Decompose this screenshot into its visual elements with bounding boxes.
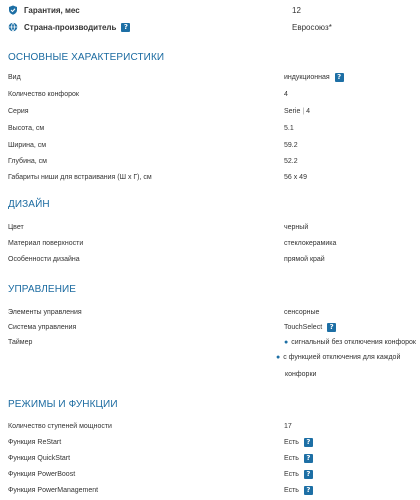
spec-value-line: ● с функцией отключения для каждой	[276, 354, 401, 361]
spec-row	[8, 319, 420, 335]
spec-label: Функция PowerBoost	[8, 470, 76, 478]
warranty-value: 12	[292, 5, 301, 15]
spec-label: Габариты ниши для встраивания (Ш х Г), см	[8, 173, 152, 181]
spec-label: Материал поверхности	[8, 239, 84, 247]
spec-label: Количество конфорок	[8, 90, 79, 98]
spec-value: Есть ?	[284, 486, 313, 495]
spec-value-line: конфорки	[285, 371, 317, 378]
spec-value: индукционная ?	[284, 73, 344, 82]
spec-label: Вид	[8, 73, 21, 81]
spec-label: Функция ReStart	[8, 438, 62, 446]
help-icon[interactable]: ?	[304, 470, 313, 479]
spec-label: Высота, см	[8, 124, 45, 132]
help-icon[interactable]: ?	[327, 323, 336, 332]
bullet-icon: ●	[284, 338, 289, 346]
spec-label: Количество ступеней мощности	[8, 422, 112, 430]
section-title-control: УПРАВЛЕНИЕ	[8, 284, 77, 295]
spec-value: стеклокерамика	[284, 239, 337, 247]
warranty-row	[8, 2, 420, 18]
section-title-main: ОСНОВНЫЕ ХАРАКТЕРИСТИКИ	[8, 52, 165, 63]
spec-value: черный	[284, 223, 309, 231]
country-row	[8, 19, 420, 35]
spec-row	[8, 169, 420, 185]
spec-value: Есть ?	[284, 454, 313, 463]
spec-label: Ширина, см	[8, 141, 47, 149]
country-value: Евросоюз*	[292, 22, 332, 32]
spec-row	[8, 103, 420, 119]
spec-label: Особенности дизайна	[8, 255, 80, 263]
spec-row	[8, 482, 420, 498]
spec-value: 59.2	[284, 141, 298, 149]
spec-row	[8, 450, 420, 466]
spec-value: 5.1	[284, 124, 294, 132]
globe-icon	[8, 22, 18, 32]
spec-row	[8, 334, 420, 350]
spec-value: сенсорные	[284, 308, 320, 316]
spec-label: Цвет	[8, 223, 24, 231]
spec-label: Функция PowerManagement	[8, 486, 99, 494]
spec-value: Есть ?	[284, 470, 313, 479]
help-icon[interactable]: ?	[304, 486, 313, 495]
spec-row	[8, 434, 420, 450]
warranty-label: Гарантия, мес	[24, 5, 80, 15]
spec-row	[8, 120, 420, 136]
spec-label: Таймер	[8, 338, 33, 346]
spec-value: 17	[284, 422, 292, 430]
spec-value: 52.2	[284, 157, 298, 165]
spec-value: 4	[284, 90, 288, 98]
spec-label: Серия	[8, 107, 29, 115]
spec-row	[8, 418, 420, 434]
spec-value: прямой край	[284, 255, 325, 263]
help-icon[interactable]: ?	[304, 454, 313, 463]
spec-row	[8, 137, 420, 153]
spec-row	[8, 86, 420, 102]
section-title-design: ДИЗАЙН	[8, 199, 50, 210]
spec-label: Глубина, см	[8, 157, 47, 165]
spec-label: Функция QuickStart	[8, 454, 71, 462]
spec-row	[8, 304, 420, 320]
help-icon[interactable]: ?	[121, 23, 130, 32]
spec-value: 56 x 49	[284, 173, 307, 181]
bullet-icon: ●	[276, 354, 281, 361]
spec-value: Serie | 4	[284, 107, 311, 115]
shield-check-icon	[8, 5, 18, 15]
spec-label: Элементы управления	[8, 308, 82, 316]
help-icon[interactable]: ?	[335, 73, 344, 82]
country-label: Страна-производитель	[24, 22, 117, 32]
spec-row	[8, 235, 420, 251]
spec-value: TouchSelect ?	[284, 323, 336, 332]
spec-label: Система управления	[8, 323, 77, 331]
spec-value: ● сигнальный без отключения конфорок	[284, 338, 416, 346]
spec-row	[8, 153, 420, 169]
spec-row	[8, 219, 420, 235]
spec-row	[8, 251, 420, 267]
spec-row	[8, 69, 420, 85]
help-icon[interactable]: ?	[304, 438, 313, 447]
section-title-modes: РЕЖИМЫ И ФУНКЦИИ	[8, 399, 118, 410]
spec-value: Есть ?	[284, 438, 313, 447]
spec-row	[8, 466, 420, 482]
